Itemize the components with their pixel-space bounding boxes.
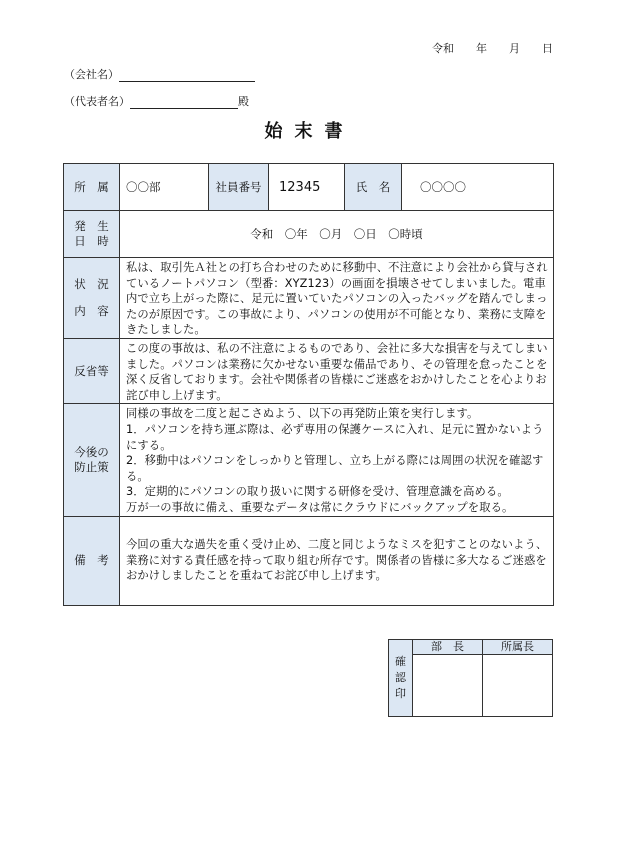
prevention-line: 3．定期的にパソコンの取り扱いに関する研修を受け、管理意識を高める。 xyxy=(126,485,509,499)
table-row xyxy=(64,338,554,403)
prevention-label: 今後の 防止策 xyxy=(64,404,120,516)
table-row xyxy=(64,164,554,211)
employee-no-label: 社員番号 xyxy=(209,164,269,211)
stamp-body-row xyxy=(389,655,553,717)
table-row xyxy=(64,404,554,516)
prevention-line: 1．パソコンを持ち運ぶ際は、必ず専用の保護ケースに入れ、足元に置かないようにする。 xyxy=(126,422,544,452)
document-title: 始末書 xyxy=(264,121,355,142)
stamp-header-row xyxy=(389,640,553,655)
datetime-label: 発 生 日 時 xyxy=(64,211,120,258)
prevention-line: 万が一の事故に備え、重要なデータは常にクラウドにバックアップを取る。 xyxy=(126,500,514,514)
prevention-text-cell[interactable] xyxy=(120,404,554,516)
report-table xyxy=(63,163,554,606)
remarks-text-cell[interactable] xyxy=(120,516,554,605)
stamp-header-manager: 部 長 xyxy=(413,640,483,655)
remarks-text: 今回の重大な過失を重く受け止め、二度と同じようなミスを犯すことのないよう、業務に対する責任感を持って取り組む所存です。関係者の皆様に多大なるご迷惑をおかけしましたことを重ねてお詫び申し上げます。 xyxy=(126,538,548,583)
representative-label: （代表者名） xyxy=(64,95,130,108)
representative-underline[interactable] xyxy=(130,96,238,109)
table-row xyxy=(64,516,554,605)
prevention-text xyxy=(120,404,553,515)
table-row xyxy=(64,258,554,339)
reflection-label: 反省等 xyxy=(64,338,120,403)
stamp-cell-manager[interactable] xyxy=(413,655,483,717)
representative-field xyxy=(64,93,249,109)
company-field xyxy=(64,66,255,82)
honorific: 殿 xyxy=(238,95,249,108)
stamp-cell-supervisor[interactable] xyxy=(483,655,553,717)
situation-text: 私は、取引先Ａ社との打ち合わせのために移動中、不注意により会社から貸与されているノートパソコン（型番：XYZ123）の画面を損壊させてしまいました。電車内で立ち上がった際に、足元に置いていたパソコンの入ったバッグを踏んでしまったのが原因です。この事故により、パソコンの使用が不可能となり、業務に支障をきたしました。 xyxy=(126,261,548,337)
table-row xyxy=(64,211,554,258)
stamp-header-supervisor: 所属長 xyxy=(483,640,553,655)
remarks-label: 備 考 xyxy=(64,516,120,605)
prevention-line: 同様の事故を二度と起こさぬよう、以下の再発防止策を実行します。 xyxy=(126,407,479,421)
department-label: 所 属 xyxy=(64,164,120,211)
confirmation-stamp-box xyxy=(388,639,553,717)
employee-no-value[interactable]: 12345 xyxy=(269,164,345,211)
datetime-value[interactable]: 令和 〇年 〇月 〇日 〇時頃 xyxy=(120,211,554,258)
name-label: 氏 名 xyxy=(345,164,402,211)
prevention-line: 2．移動中はパソコンをしっかりと管理し、立ち上がる際には周囲の状況を確認する。 xyxy=(126,454,544,483)
situation-label: 状 況 内 容 xyxy=(64,258,120,339)
reflection-text-cell[interactable] xyxy=(120,338,554,403)
reflection-text: この度の事故は、私の不注意によるものであり、会社に多大な損害を与えてしまいました。パソコンは業務に欠かせない重要な備品であり、その管理を怠ったことを深く反省しております。会社や関係者の皆様にご迷惑をおかけしたことを心よりお詫び申し上げます。 xyxy=(126,341,548,402)
name-value[interactable]: 〇〇〇〇 xyxy=(402,164,554,211)
date-line: 令和 年 月 日 xyxy=(432,42,553,55)
confirmation-label: 確認印 xyxy=(389,640,413,717)
company-underline[interactable] xyxy=(119,69,255,82)
department-value[interactable]: 〇〇部 xyxy=(120,164,209,211)
situation-text-cell[interactable] xyxy=(120,258,554,339)
company-label: （会社名） xyxy=(64,68,119,81)
